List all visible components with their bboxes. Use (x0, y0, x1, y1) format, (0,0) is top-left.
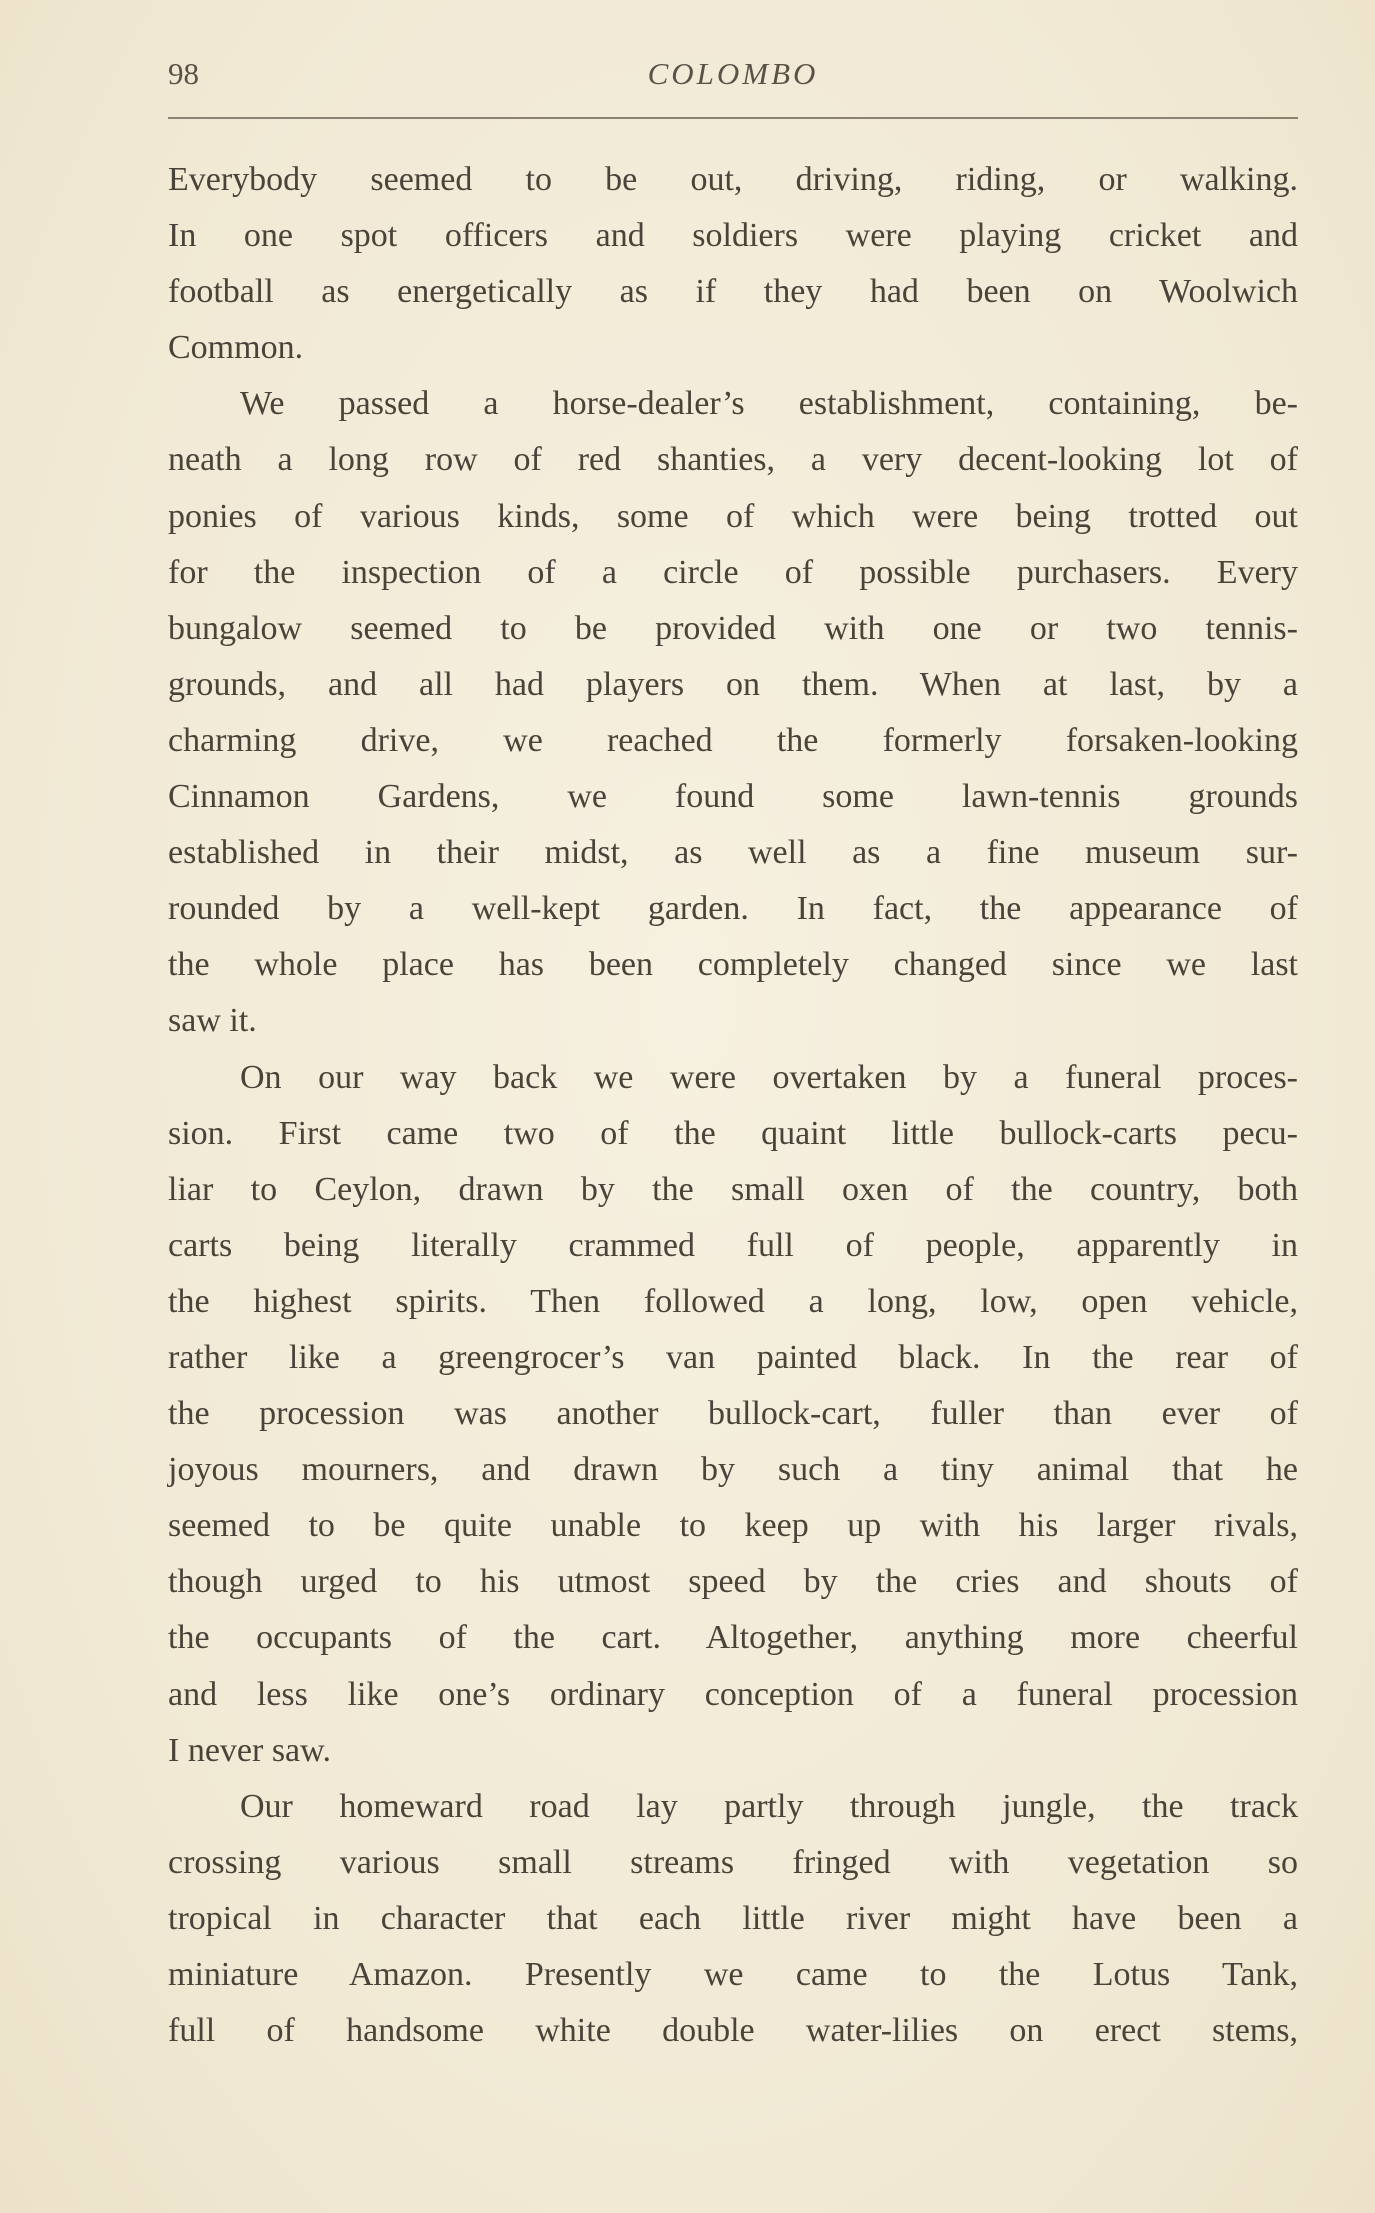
text-line: carts being literally crammed full of people, apparently in (168, 1226, 1298, 1264)
text-line: liar to Ceylon, drawn by the small oxen of the country, both (168, 1170, 1298, 1208)
text-line: On our way back we were overtaken by a funeral proces- (240, 1058, 1298, 1096)
text-line: crossing various small streams fringed with vegetation so (168, 1843, 1298, 1881)
text-line: the occupants of the cart. Altogether, anything more cheerful (168, 1619, 1298, 1657)
page-header (168, 52, 1298, 96)
header-rule (168, 117, 1298, 119)
text-line: rather like a greengrocer’s van painted black. In the rear of (168, 1338, 1298, 1376)
text-line: ponies of various kinds, some of which were being trotted out (168, 497, 1298, 535)
text-line: joyous mourners, and drawn by such a tiny animal that he (168, 1451, 1298, 1489)
text-line: neath a long row of red shanties, a very decent-looking lot of (168, 441, 1298, 479)
text-line: tropical in character that each little river might have been a (168, 1899, 1298, 1937)
text-line: for the inspection of a circle of possible purchasers. Every (168, 553, 1298, 591)
text-line: full of handsome white double water-lilies on erect stems, (168, 2012, 1298, 2050)
text-line: Our homeward road lay partly through jungle, the track (240, 1787, 1298, 1825)
text-line: Cinnamon Gardens, we found some lawn-tennis grounds (168, 778, 1298, 816)
text-line: miniature Amazon. Presently we came to the Lotus Tank, (168, 1956, 1298, 1993)
text-line: We passed a horse-dealer’s establishment, containing, be- (240, 385, 1298, 423)
text-line: I never saw. (168, 1731, 331, 1769)
text-line: charming drive, we reached the formerly forsaken-looking (168, 721, 1298, 759)
text-line: Common. (168, 329, 304, 367)
text-line: rounded by a well-kept garden. In fact, the appearance of (168, 890, 1298, 928)
text-line: saw it. (168, 1002, 257, 1040)
text-line: Everybody seemed to be out, driving, riding, or walking. (168, 161, 1298, 198)
text-line: the whole place has been completely changed since we last (168, 946, 1298, 984)
text-line: seemed to be quite unable to keep up with his larger rivals, (168, 1507, 1298, 1545)
text-line: the procession was another bullock-cart, fuller than ever of (168, 1395, 1298, 1433)
text-line: In one spot officers and soldiers were playing cricket and (168, 217, 1298, 255)
text-line: football as energetically as if they had been on Woolwich (168, 273, 1298, 311)
text-line: the highest spirits. Then followed a long, low, open vehicle, (168, 1282, 1298, 1320)
page-number: 98 (168, 56, 199, 91)
text-line: established in their midst, as well as a fine museum sur- (168, 834, 1298, 872)
body-text (168, 152, 1298, 2059)
text-line: and less like one’s ordinary conception of a funeral procession (168, 1675, 1298, 1713)
text-line: though urged to his utmost speed by the cries and shouts of (168, 1563, 1298, 1601)
text-line: sion. First came two of the quaint little bullock-carts pecu- (168, 1114, 1298, 1152)
running-title: COLOMBO (647, 56, 819, 91)
text-line: bungalow seemed to be provided with one or two tennis- (168, 609, 1298, 647)
text-line: grounds, and all had players on them. When at last, by a (168, 665, 1298, 703)
